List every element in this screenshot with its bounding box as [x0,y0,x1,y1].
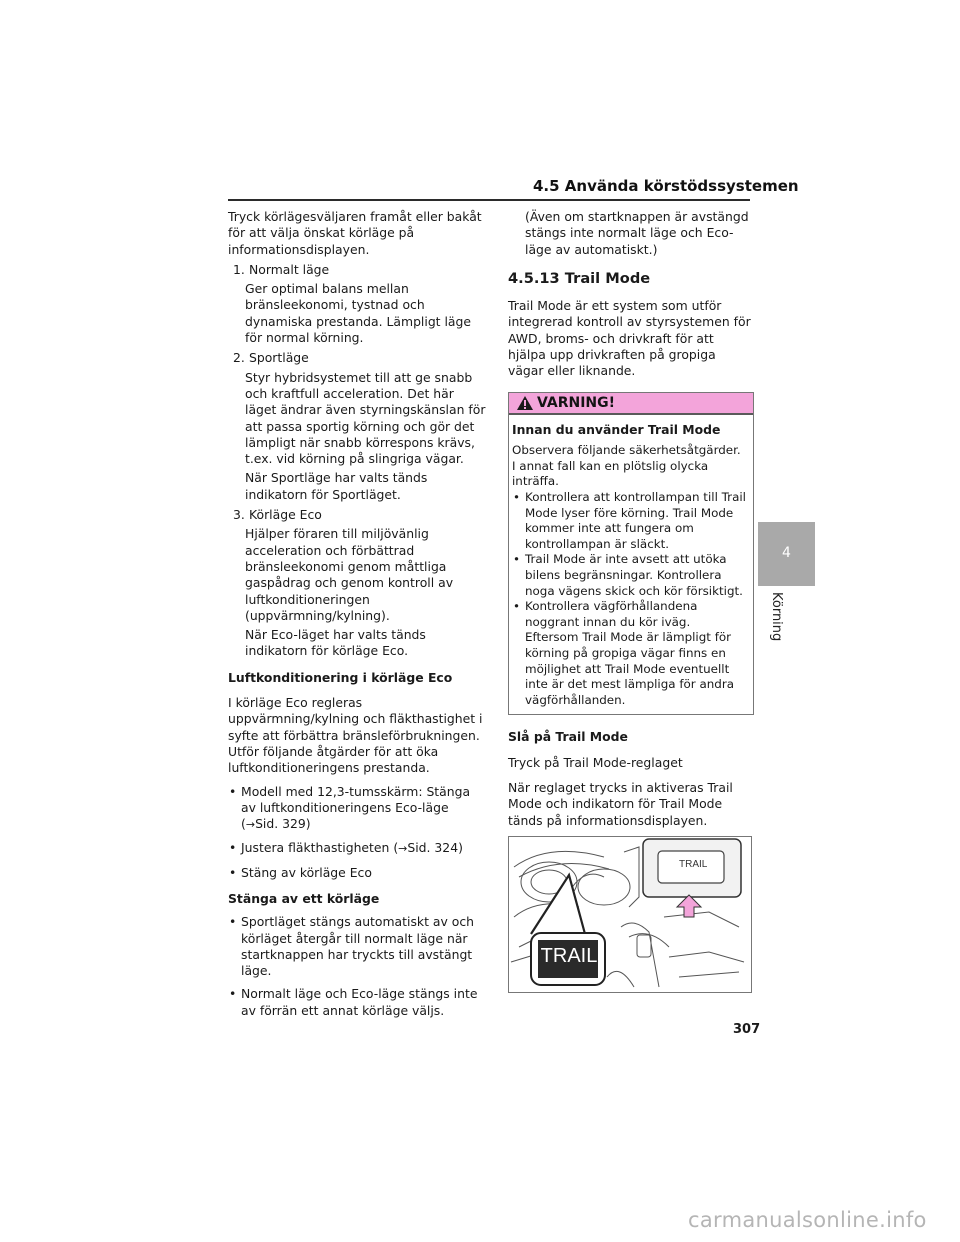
list-item: • Normalt läge och Eco-läge stängs inte av förrän ett annat körläge väljs. [228,986,488,1019]
trail-indicator-label: TRAIL [540,945,598,967]
mode-desc: Ger optimal balans mellan bränsleekonomi, tystnad och dynamiska prestanda. Lämpligt läge för normal körning. [245,281,472,346]
mode-title: Normalt läge [249,261,330,277]
list-item: • Kontrollera att kontrollampan till Trail Mode lyser före körning. Trail Mode kommer inte att fungera om kontrollampan är släckt. [512,490,747,552]
intro-text: Tryck körlägesväljaren framåt eller bakåt för att välja önskat körläge på informationsdisplayen. [228,209,482,257]
warning-heading: Innan du använder Trail Mode [512,421,721,437]
ac-list [228,784,488,881]
mode-desc: När Sportläge har valts tänds indikatorn för Sportläget. [245,470,428,502]
warning-list [512,490,747,708]
mode-item: 1. Normalt läge [233,261,330,277]
on-heading: Slå på Trail Mode [508,729,628,745]
chapter-header: 4.5 Använda körstödssystemen [533,177,799,195]
mode-item: 3. Körläge Eco [233,507,322,523]
mode-desc: När Eco-läget har valts tänds indikatorn för körläge Eco. [245,627,426,659]
dashboard-drawing [509,837,751,992]
mode-title: Sportläge [249,350,309,366]
warning-label: VARNING! [537,394,616,411]
warning-body [509,413,753,715]
arrow-icon: → [245,818,256,832]
left-column [228,209,488,1019]
mode-title: Körläge Eco [249,507,322,523]
page-link[interactable]: Sid. 324) [407,840,463,856]
off-heading: Stänga av ett körläge [228,890,380,906]
list-item: • Kontrollera vägförhållandena noggrant innan du kör iväg. Eftersom Trail Mode är lämpligt för körning på gropiga vägar finns en möjlighet att Trail Mode eventuellt inte är det mest lämpliga för andra vägförhållanden. [512,599,747,708]
warning-header [509,393,753,413]
chapter-label: Körning [769,592,784,642]
arrow-icon: → [398,842,408,856]
continued-text: (Även om startknappen är avstängd stängs inte normalt läge och Eco-läge av automatiskt.) [525,209,749,257]
section-text: Trail Mode är ett system som utför integrerad kontroll av styrsystemen för AWD, broms- och drivkraft för att hjälpa upp drivkraften på gropiga vägar eller liknande. [508,298,751,379]
off-list [228,914,488,1019]
section-title: 4.5.13 Trail Mode [508,269,651,287]
header-rule [228,199,750,201]
page-link[interactable]: Sid. 329) [255,816,311,832]
right-column [508,209,754,870]
list-item: • Trail Mode är inte avsett att utöka bilens begränsningar. Kontrollera noga vägens skick och kör försiktigt. [512,552,747,599]
page-number: 307 [733,1022,761,1037]
on-text-2: När reglaget trycks in aktiveras Trail Mode och indikatorn för Trail Mode tänds på informationsdisplayen. [508,779,733,828]
trail-mode-illustration [508,836,752,993]
warning-intro: Observera följande säkerhetsåtgärder. I annat fall kan en plötslig olycka inträffa. [512,443,741,489]
mode-desc: Hjälper föraren till miljövänlig acceleration och förbättrad bränsleekonomi genom måttliga gaspådrag och genom kontroll av luftkonditioneringen (uppvärmning/kylning). [245,526,454,623]
ac-text: I körläge Eco regleras uppvärmning/kylning och fläkthastighet i syfte att förbättra bränsleförbrukningen. Utför följande åtgärder för att öka luftkonditioneringens prestanda. [228,695,483,776]
chapter-tab[interactable]: 4 [758,522,815,586]
list-item: • Justera fläkthastigheten (→Sid. 324) [228,840,488,857]
mode-desc: Styr hybridsystemet till att ge snabb och kraftfull acceleration. Det här läget ändrar även styrningskänslan för att passa sportig körning och gör det lämpligt när snabb körrespons krävs, t.ex. vid körning på slingriga vägar. [245,369,486,467]
list-item: • Modell med 12,3-tumsskärm: Stänga av luftkonditioneringens Eco-läge (→Sid. 329) [228,784,488,834]
watermark: carmanualsonline.info [688,1208,927,1232]
trail-button-label: TRAIL [679,859,708,870]
warning-box [508,392,754,716]
mode-item: 2. Sportläge [233,350,309,366]
warning-triangle-icon [516,395,534,411]
list-item: • Sportläget stängs automatiskt av och körläget återgår till normalt läge när startknappen har tryckts till avstängt läge. [228,914,488,979]
ac-heading: Luftkonditionering i körläge Eco [228,669,453,685]
list-item: • Stäng av körläge Eco [228,865,488,881]
on-text-1: Tryck på Trail Mode-reglaget [508,754,683,770]
